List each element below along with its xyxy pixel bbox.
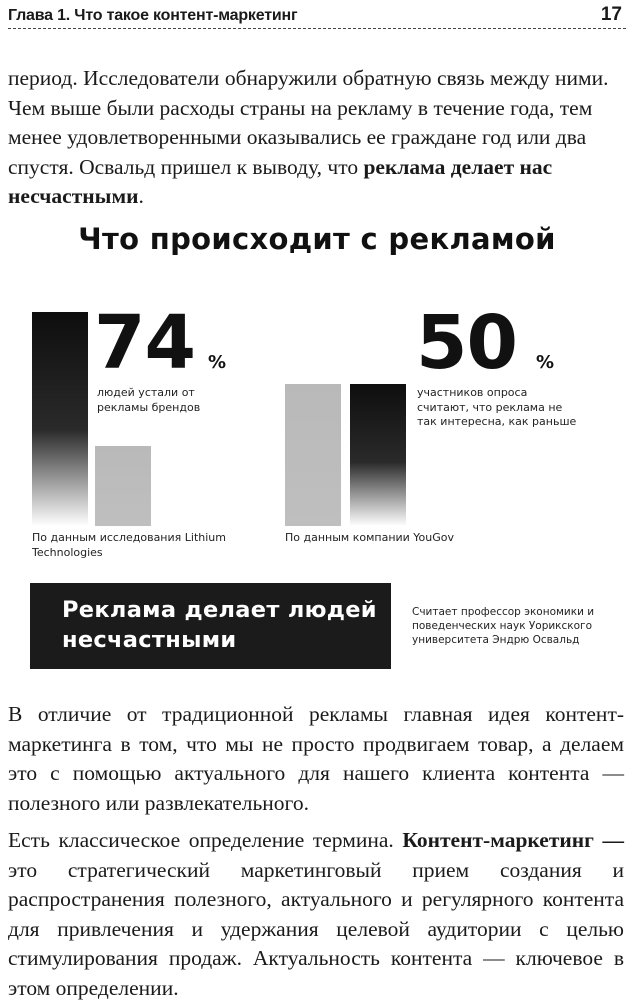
paragraph-1-end: . bbox=[138, 184, 144, 208]
paragraph-3-start: Есть классическое определение термина. bbox=[8, 828, 403, 852]
paragraph-1-text: период. Исследователи обнаружили обратную связь между ними. Чем выше были расходы страны на рекламу в течение года, тем менее удовлетворенными оказывались ее граждане год или два спустя. Освальд пришел к выводу, что bbox=[8, 66, 609, 179]
stat1-source: По данным исследования Lithium Technologies bbox=[32, 531, 226, 559]
paragraph-3-text: это стратегический маркетинговый прием создания и распространения полезного, актуального и регулярного контента для привлечения и удержания целевой аудитории с целью стимулирования продаж. Актуальность контента — ключевое в этом определении. bbox=[8, 857, 624, 1000]
stat2-value: 50 bbox=[416, 300, 517, 386]
banner-text: Реклама делает людей несчастными bbox=[62, 597, 377, 653]
stat1-light-bar bbox=[95, 446, 151, 526]
stat2-source: По данным компании YouGov bbox=[285, 531, 455, 544]
stat2-dark-bar bbox=[350, 384, 406, 526]
stat2-unit: % bbox=[536, 352, 555, 373]
paragraph-1 bbox=[8, 64, 624, 212]
stat1-unit: % bbox=[208, 352, 227, 373]
banner-attribution: Считает профессор экономики и поведенческих наук Уорикского университета Эндрю Освальд bbox=[412, 606, 595, 646]
infographic bbox=[0, 222, 634, 672]
running-header bbox=[8, 4, 626, 29]
stat2-light-bar bbox=[285, 384, 341, 526]
infographic-title: Что происходит с рекламой bbox=[78, 222, 556, 256]
page-number: 17 bbox=[600, 4, 622, 25]
stat1-description: людей устали от рекламы брендов bbox=[97, 386, 201, 414]
banner bbox=[30, 583, 391, 669]
stat1-value: 74 bbox=[94, 300, 195, 386]
stat1-dark-bar bbox=[32, 312, 88, 526]
stat2-description: участников опроса считают, что реклама не так интересна, как раньше bbox=[417, 386, 577, 428]
paragraph-3 bbox=[8, 826, 624, 1003]
paragraph-2: В отличие от традиционной рекламы главная идея контент-маркетинга в том, что мы не просто продвигаем товар, а делаем это с помощью актуального для нашего клиента контента — полезного или развлекательного. bbox=[8, 702, 624, 815]
paragraph-1-bold: реклама делает нас несчастными bbox=[8, 154, 553, 208]
chapter-title: Глава 1. Что такое контент-маркетинг bbox=[8, 7, 298, 24]
paragraph-3-bold: Контент-маркетинг — bbox=[402, 828, 624, 852]
